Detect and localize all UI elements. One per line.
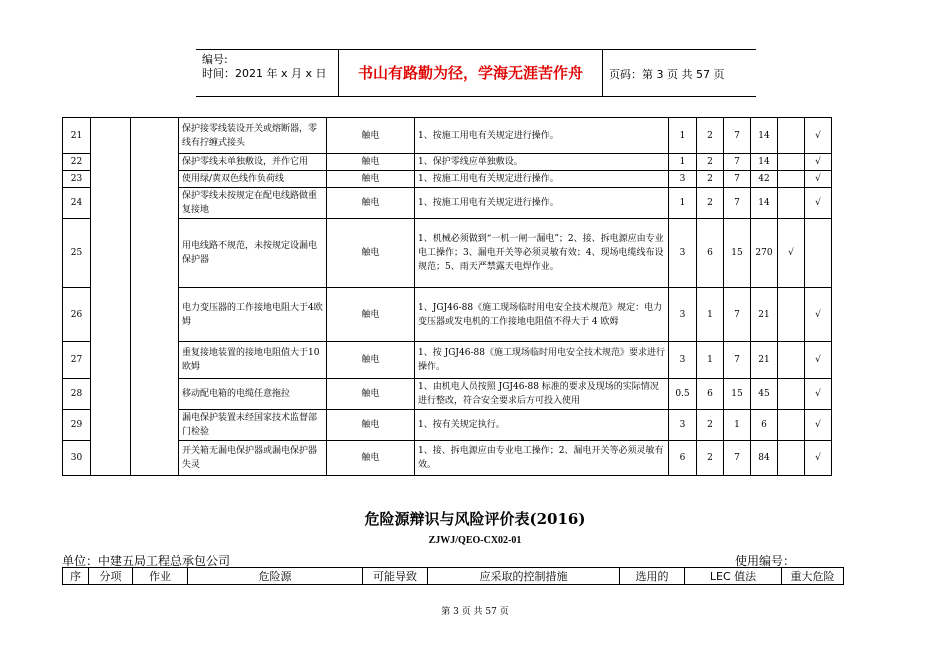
lec-e-cell: 2 — [697, 188, 724, 219]
lec-e-cell: 2 — [697, 410, 724, 441]
table-row — [63, 118, 832, 154]
lec-e-cell: 1 — [697, 288, 724, 342]
hazard-cell: 移动配电箱的电缆任意拖拉 — [179, 379, 327, 410]
major-risk-cell — [778, 171, 805, 188]
control-cell: 1、按有关规定执行。 — [415, 410, 669, 441]
major-risk-cell — [778, 410, 805, 441]
lec-c-cell: 7 — [724, 171, 751, 188]
page-header — [196, 49, 756, 97]
header-meta — [196, 50, 339, 96]
hazard-cell: 电力变压器的工作接地电阻大于4欧姆 — [179, 288, 327, 342]
form-code: ZJWJ/QEO-CX02-01 — [428, 535, 522, 546]
lec-c-cell: 7 — [724, 154, 751, 171]
result-cell: 触电 — [327, 154, 415, 171]
control-cell: 1、由机电人员按照 JGJ46-88 标准的要求及现场的实际情况进行整改，符合安全要求后方可投入使用 — [415, 379, 669, 410]
row-number: 21 — [63, 118, 91, 154]
column-header: 序 — [63, 568, 89, 585]
general-risk-cell: √ — [805, 441, 832, 476]
lec-c-cell: 15 — [724, 379, 751, 410]
lec-c-cell: 7 — [724, 288, 751, 342]
result-cell: 触电 — [327, 188, 415, 219]
lec-l-cell: 0.5 — [669, 379, 697, 410]
general-risk-cell: √ — [805, 171, 832, 188]
row-number: 27 — [63, 342, 91, 379]
control-cell: 1、接、拆电源应由专业电工操作；2、漏电开关等必须灵敏有效。 — [415, 441, 669, 476]
row-number: 24 — [63, 188, 91, 219]
column-header: 重大危险 — [782, 568, 844, 585]
hazard-cell: 漏电保护装置未经国家技术监督部门检验 — [179, 410, 327, 441]
control-cell: 1、JGJ46-88《施工现场临时用电安全技术规范》规定：电力变压器或发电机的工作接地电阻值不得大于 4 欧姆 — [415, 288, 669, 342]
lec-l-cell: 1 — [669, 118, 697, 154]
row-number: 22 — [63, 154, 91, 171]
row-number: 28 — [63, 379, 91, 410]
general-risk-cell: √ — [805, 118, 832, 154]
category-cell — [91, 118, 131, 476]
lec-l-cell: 1 — [669, 154, 697, 171]
row-number: 23 — [63, 171, 91, 188]
general-risk-cell: √ — [805, 379, 832, 410]
form-title: 危险源辩识与风险评价表(2016) — [364, 510, 586, 528]
lec-d-cell: 6 — [751, 410, 778, 441]
column-header: 选用的 — [620, 568, 685, 585]
hazard-cell: 保护接零线装设开关或熔断器，零线有拧缠式接头 — [179, 118, 327, 154]
lec-d-cell: 21 — [751, 342, 778, 379]
column-header: 危险源 — [188, 568, 363, 585]
lec-d-cell: 270 — [751, 219, 778, 288]
header-right — [339, 50, 800, 96]
page-footer: 第 3 页 共 57 页 — [441, 607, 509, 617]
table-row — [63, 171, 832, 188]
control-cell: 1、按施工用电有关规定进行操作。 — [415, 188, 669, 219]
major-risk-cell — [778, 154, 805, 171]
general-risk-cell: √ — [805, 410, 832, 441]
result-cell: 触电 — [327, 118, 415, 154]
lec-e-cell: 6 — [697, 219, 724, 288]
lec-e-cell: 2 — [697, 441, 724, 476]
lec-c-cell: 7 — [724, 342, 751, 379]
hazard-cell: 开关箱无漏电保护器或漏电保护器失灵 — [179, 441, 327, 476]
table-row — [63, 288, 832, 342]
major-risk-cell — [778, 118, 805, 154]
use-number-label: 使用编号： — [735, 554, 796, 568]
hazard-cell: 重复接地装置的接地电阻值大于10欧姆 — [179, 342, 327, 379]
table-row — [63, 342, 832, 379]
lec-c-cell: 15 — [724, 219, 751, 288]
table-row — [63, 188, 832, 219]
lec-e-cell: 6 — [697, 379, 724, 410]
page-label: 页码：第 3 页 共 57 页 — [609, 68, 725, 81]
general-risk-cell: √ — [805, 154, 832, 171]
task-cell — [131, 118, 179, 476]
lec-e-cell: 2 — [697, 118, 724, 154]
major-risk-cell — [778, 379, 805, 410]
lec-e-cell: 2 — [697, 154, 724, 171]
lec-c-cell: 7 — [724, 441, 751, 476]
column-header: 可能导致 — [363, 568, 428, 585]
lec-l-cell: 3 — [669, 171, 697, 188]
number-label: 编号: — [202, 53, 228, 66]
lec-l-cell: 3 — [669, 410, 697, 441]
row-number: 29 — [63, 410, 91, 441]
lec-l-cell: 6 — [669, 441, 697, 476]
major-risk-cell: √ — [778, 219, 805, 288]
result-cell: 触电 — [327, 441, 415, 476]
general-risk-cell: √ — [805, 188, 832, 219]
major-risk-cell — [778, 342, 805, 379]
control-cell: 1、保护零线应单独敷设。 — [415, 154, 669, 171]
hazard-cell: 用电线路不规范，未按规定设漏电保护器 — [179, 219, 327, 288]
table-row — [63, 410, 832, 441]
hazard-table — [62, 117, 832, 476]
hazard-cell: 保护零线未按规定在配电线路做重复接地 — [179, 188, 327, 219]
table-row — [63, 219, 832, 288]
general-risk-cell: √ — [805, 342, 832, 379]
lec-l-cell: 3 — [669, 219, 697, 288]
result-cell: 触电 — [327, 171, 415, 188]
table-row — [63, 441, 832, 476]
column-header: 作业 — [133, 568, 188, 585]
lec-d-cell: 14 — [751, 154, 778, 171]
general-risk-cell — [805, 219, 832, 288]
row-number: 30 — [63, 441, 91, 476]
result-cell: 触电 — [327, 288, 415, 342]
row-number: 26 — [63, 288, 91, 342]
table-row — [63, 154, 832, 171]
lec-d-cell: 14 — [751, 188, 778, 219]
time-label: 时间：2021 年 x 月 x 日 — [202, 67, 327, 80]
lec-l-cell: 1 — [669, 188, 697, 219]
result-cell: 触电 — [327, 410, 415, 441]
lec-d-cell: 42 — [751, 171, 778, 188]
table-row — [63, 379, 832, 410]
lec-c-cell: 7 — [724, 188, 751, 219]
major-risk-cell — [778, 288, 805, 342]
motto: 书山有路勤为径，学海无涯苦作舟 — [339, 50, 603, 96]
major-risk-cell — [778, 188, 805, 219]
control-cell: 1、按施工用电有关规定进行操作。 — [415, 118, 669, 154]
column-header: LEC 值法 — [685, 568, 782, 585]
lec-l-cell: 3 — [669, 288, 697, 342]
control-cell: 1、按 JGJ46-88《施工现场临时用电安全技术规范》要求进行操作。 — [415, 342, 669, 379]
lec-d-cell: 14 — [751, 118, 778, 154]
control-cell: 1、机械必须做到“一机一闸一漏电”；2、接、拆电源应由专业电工操作；3、漏电开关等必须灵敏有效；4、现场电缆线布设规范；5、雨天严禁露天电焊作业。 — [415, 219, 669, 288]
row-number: 25 — [63, 219, 91, 288]
lec-l-cell: 3 — [669, 342, 697, 379]
result-cell: 触电 — [327, 342, 415, 379]
major-risk-cell — [778, 441, 805, 476]
hazard-cell: 保护零线未单独敷设，并作它用 — [179, 154, 327, 171]
general-risk-cell: √ — [805, 288, 832, 342]
lec-d-cell: 45 — [751, 379, 778, 410]
column-header: 分项 — [89, 568, 133, 585]
column-header: 应采取的控制措施 — [428, 568, 620, 585]
lec-e-cell: 2 — [697, 171, 724, 188]
result-cell: 触电 — [327, 219, 415, 288]
hazard-cell: 使用绿/黄双色线作负荷线 — [179, 171, 327, 188]
control-cell: 1、按施工用电有关规定进行操作。 — [415, 171, 669, 188]
unit-label: 单位：中建五局工程总承包公司 — [62, 554, 231, 568]
lec-c-cell: 1 — [724, 410, 751, 441]
result-cell: 触电 — [327, 379, 415, 410]
lec-d-cell: 21 — [751, 288, 778, 342]
lec-c-cell: 7 — [724, 118, 751, 154]
lec-d-cell: 84 — [751, 441, 778, 476]
form-header-table — [62, 567, 844, 585]
lec-e-cell: 1 — [697, 342, 724, 379]
